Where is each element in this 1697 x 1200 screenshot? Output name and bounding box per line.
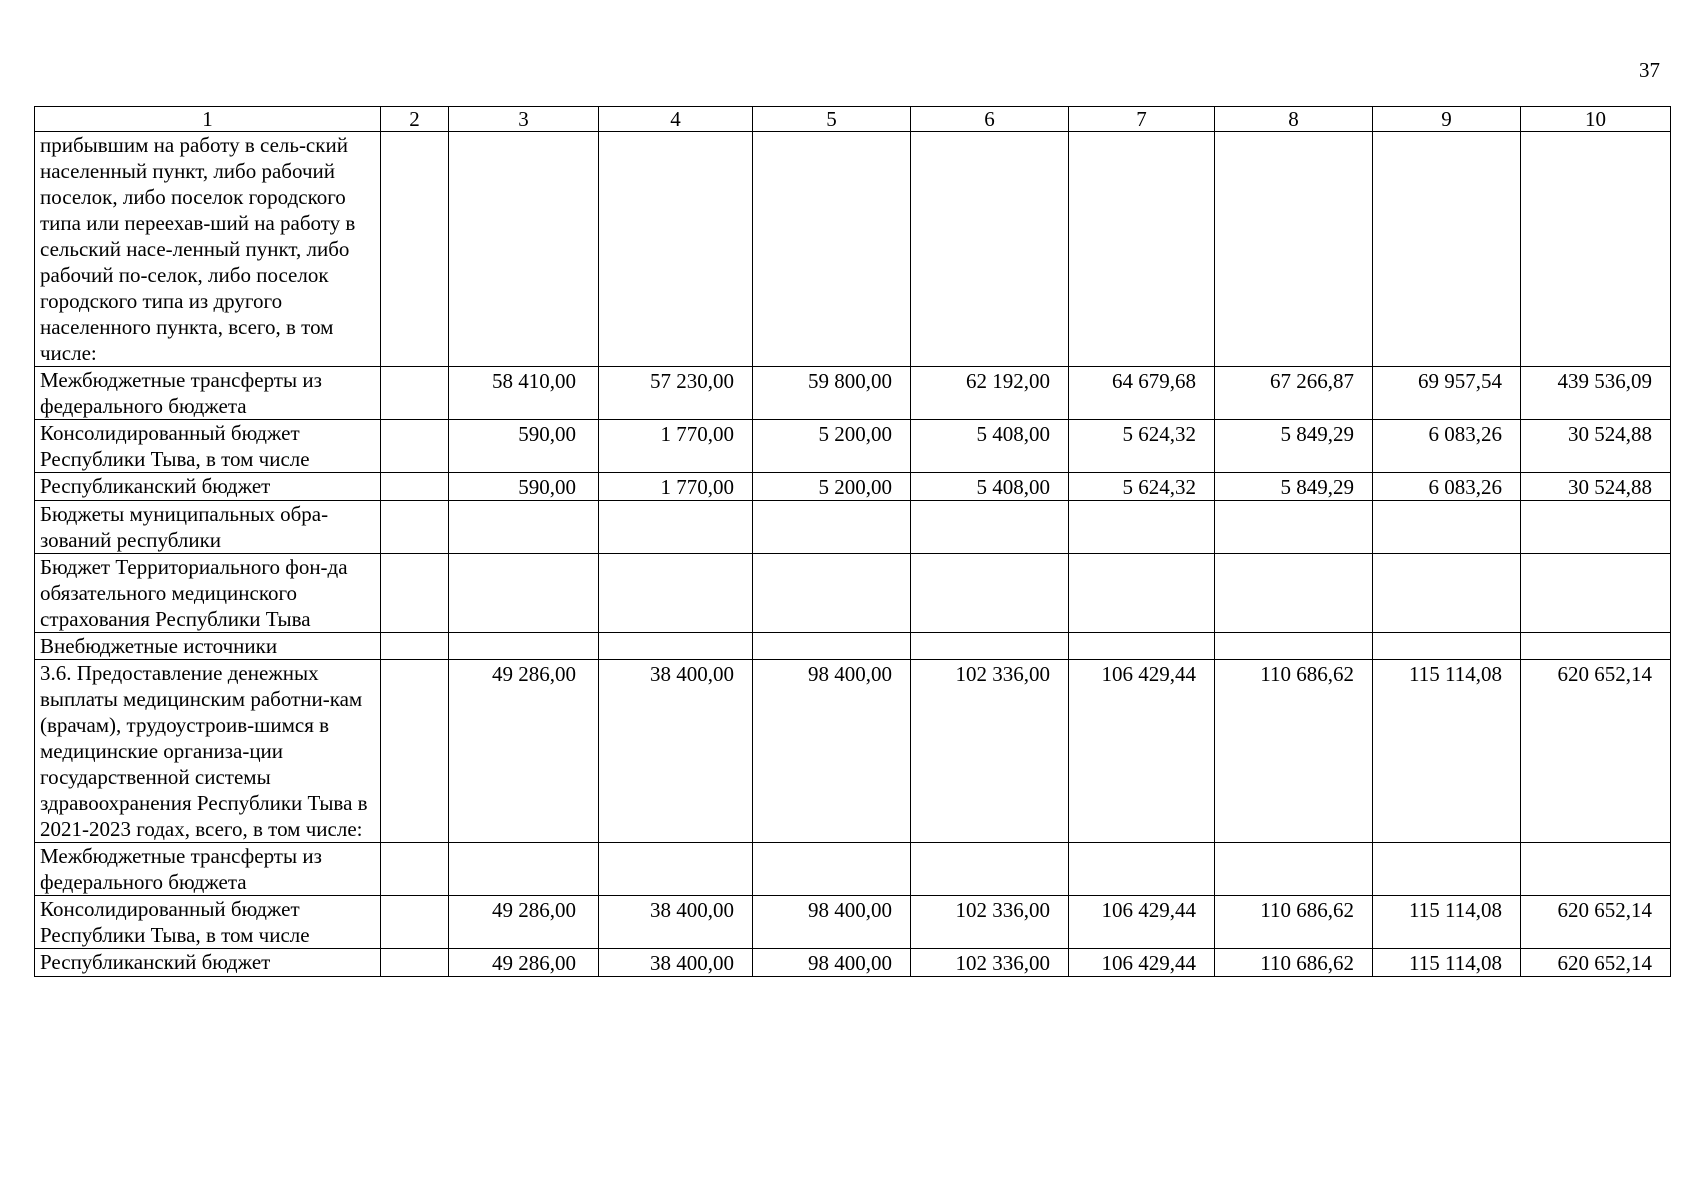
value-cell	[1069, 633, 1215, 660]
column-header: 3	[449, 107, 599, 132]
value-cell	[599, 132, 753, 367]
value-cell: 38 400,00	[599, 660, 753, 843]
value-cell: 106 429,44	[1069, 660, 1215, 843]
table-row	[35, 660, 1671, 843]
value-cell: 106 429,44	[1069, 949, 1215, 977]
value-cell	[911, 554, 1069, 633]
row-col2-cell	[381, 554, 449, 633]
value-cell	[1521, 843, 1671, 896]
value-cell: 5 849,29	[1215, 473, 1373, 501]
value-cell: 30 524,88	[1521, 420, 1671, 473]
value-cell	[1373, 132, 1521, 367]
value-cell: 439 536,09	[1521, 367, 1671, 420]
value-cell	[599, 501, 753, 554]
row-col2-cell	[381, 367, 449, 420]
value-cell: 102 336,00	[911, 660, 1069, 843]
value-cell	[911, 132, 1069, 367]
value-cell: 115 114,08	[1373, 896, 1521, 949]
value-cell	[911, 843, 1069, 896]
table-row	[35, 473, 1671, 501]
row-label: прибывшим на работу в сель-ский населенный пункт, либо рабочий поселок, либо поселок городского типа или переехав-ший на работу в сельский насе-ленный пункт, либо рабочий по-селок, либо поселок городского типа из другого населенного пункта, всего, в том числе:	[35, 132, 381, 367]
row-col2-cell	[381, 473, 449, 501]
value-cell: 38 400,00	[599, 896, 753, 949]
value-cell: 67 266,87	[1215, 367, 1373, 420]
column-header: 1	[35, 107, 381, 132]
value-cell	[599, 554, 753, 633]
row-col2-cell	[381, 949, 449, 977]
column-header: 9	[1373, 107, 1521, 132]
value-cell: 98 400,00	[753, 660, 911, 843]
value-cell: 5 200,00	[753, 473, 911, 501]
value-cell: 57 230,00	[599, 367, 753, 420]
row-col2-cell	[381, 896, 449, 949]
value-cell	[449, 132, 599, 367]
value-cell	[1069, 501, 1215, 554]
value-cell: 1 770,00	[599, 473, 753, 501]
value-cell	[599, 843, 753, 896]
value-cell: 620 652,14	[1521, 896, 1671, 949]
value-cell: 115 114,08	[1373, 949, 1521, 977]
table-row	[35, 367, 1671, 420]
value-cell: 102 336,00	[911, 949, 1069, 977]
value-cell	[1215, 132, 1373, 367]
value-cell: 110 686,62	[1215, 896, 1373, 949]
value-cell	[1373, 633, 1521, 660]
header-row	[35, 107, 1671, 132]
value-cell	[753, 132, 911, 367]
row-label: Республиканский бюджет	[35, 949, 381, 977]
value-cell: 5 408,00	[911, 420, 1069, 473]
budget-table	[34, 106, 1671, 977]
value-cell: 69 957,54	[1373, 367, 1521, 420]
column-header: 4	[599, 107, 753, 132]
value-cell	[1521, 633, 1671, 660]
value-cell: 49 286,00	[449, 949, 599, 977]
value-cell	[599, 633, 753, 660]
value-cell	[449, 633, 599, 660]
value-cell	[1215, 633, 1373, 660]
value-cell: 49 286,00	[449, 896, 599, 949]
column-header: 2	[381, 107, 449, 132]
row-label: Внебюджетные источники	[35, 633, 381, 660]
column-header: 7	[1069, 107, 1215, 132]
row-col2-cell	[381, 660, 449, 843]
value-cell: 59 800,00	[753, 367, 911, 420]
table-row	[35, 949, 1671, 977]
value-cell: 106 429,44	[1069, 896, 1215, 949]
value-cell: 98 400,00	[753, 896, 911, 949]
value-cell: 590,00	[449, 473, 599, 501]
value-cell: 38 400,00	[599, 949, 753, 977]
value-cell: 62 192,00	[911, 367, 1069, 420]
table-row	[35, 420, 1671, 473]
value-cell	[449, 554, 599, 633]
column-header: 8	[1215, 107, 1373, 132]
row-label: Бюджеты муниципальных обра-зований республики	[35, 501, 381, 554]
table-row	[35, 896, 1671, 949]
row-col2-cell	[381, 132, 449, 367]
value-cell	[1215, 501, 1373, 554]
value-cell: 64 679,68	[1069, 367, 1215, 420]
value-cell	[753, 554, 911, 633]
value-cell	[911, 501, 1069, 554]
value-cell	[1069, 132, 1215, 367]
value-cell	[1373, 501, 1521, 554]
value-cell: 590,00	[449, 420, 599, 473]
value-cell	[753, 633, 911, 660]
row-col2-cell	[381, 633, 449, 660]
value-cell: 620 652,14	[1521, 660, 1671, 843]
row-label: Межбюджетные трансферты из федерального бюджета	[35, 843, 381, 896]
value-cell: 1 770,00	[599, 420, 753, 473]
value-cell	[911, 633, 1069, 660]
value-cell: 30 524,88	[1521, 473, 1671, 501]
row-label: Бюджет Территориального фон-да обязательного медицинского страхования Республики Тыва	[35, 554, 381, 633]
table-row	[35, 633, 1671, 660]
value-cell: 5 624,32	[1069, 473, 1215, 501]
value-cell	[753, 501, 911, 554]
value-cell: 5 200,00	[753, 420, 911, 473]
value-cell	[1373, 554, 1521, 633]
value-cell: 5 849,29	[1215, 420, 1373, 473]
value-cell: 102 336,00	[911, 896, 1069, 949]
value-cell: 5 624,32	[1069, 420, 1215, 473]
row-label: 3.6. Предоставление денежных выплаты медицинским работни-кам (врачам), трудоустроив-шимся в медицинские организа-ции государственной системы здравоохранения Республики Тыва в 2021-2023 годах, всего, в том числе:	[35, 660, 381, 843]
value-cell	[449, 501, 599, 554]
column-header: 10	[1521, 107, 1671, 132]
page-number: 37	[1639, 58, 1660, 82]
row-label: Республиканский бюджет	[35, 473, 381, 501]
value-cell: 49 286,00	[449, 660, 599, 843]
table-row	[35, 554, 1671, 633]
table-row	[35, 132, 1671, 367]
value-cell	[1215, 843, 1373, 896]
value-cell	[1373, 843, 1521, 896]
column-header: 5	[753, 107, 911, 132]
row-label: Межбюджетные трансферты из федерального бюджета	[35, 367, 381, 420]
table-row	[35, 501, 1671, 554]
value-cell	[1069, 843, 1215, 896]
column-header: 6	[911, 107, 1069, 132]
value-cell: 58 410,00	[449, 367, 599, 420]
value-cell	[1521, 501, 1671, 554]
value-cell: 6 083,26	[1373, 473, 1521, 501]
value-cell: 110 686,62	[1215, 949, 1373, 977]
value-cell: 620 652,14	[1521, 949, 1671, 977]
row-label: Консолидированный бюджет Республики Тыва, в том числе	[35, 896, 381, 949]
value-cell: 110 686,62	[1215, 660, 1373, 843]
row-col2-cell	[381, 420, 449, 473]
value-cell	[449, 843, 599, 896]
table-row	[35, 843, 1671, 896]
row-col2-cell	[381, 501, 449, 554]
value-cell: 98 400,00	[753, 949, 911, 977]
value-cell	[1521, 132, 1671, 367]
value-cell: 6 083,26	[1373, 420, 1521, 473]
row-col2-cell	[381, 843, 449, 896]
value-cell	[753, 843, 911, 896]
value-cell: 115 114,08	[1373, 660, 1521, 843]
value-cell	[1069, 554, 1215, 633]
value-cell: 5 408,00	[911, 473, 1069, 501]
value-cell	[1215, 554, 1373, 633]
value-cell	[1521, 554, 1671, 633]
row-label: Консолидированный бюджет Республики Тыва, в том числе	[35, 420, 381, 473]
